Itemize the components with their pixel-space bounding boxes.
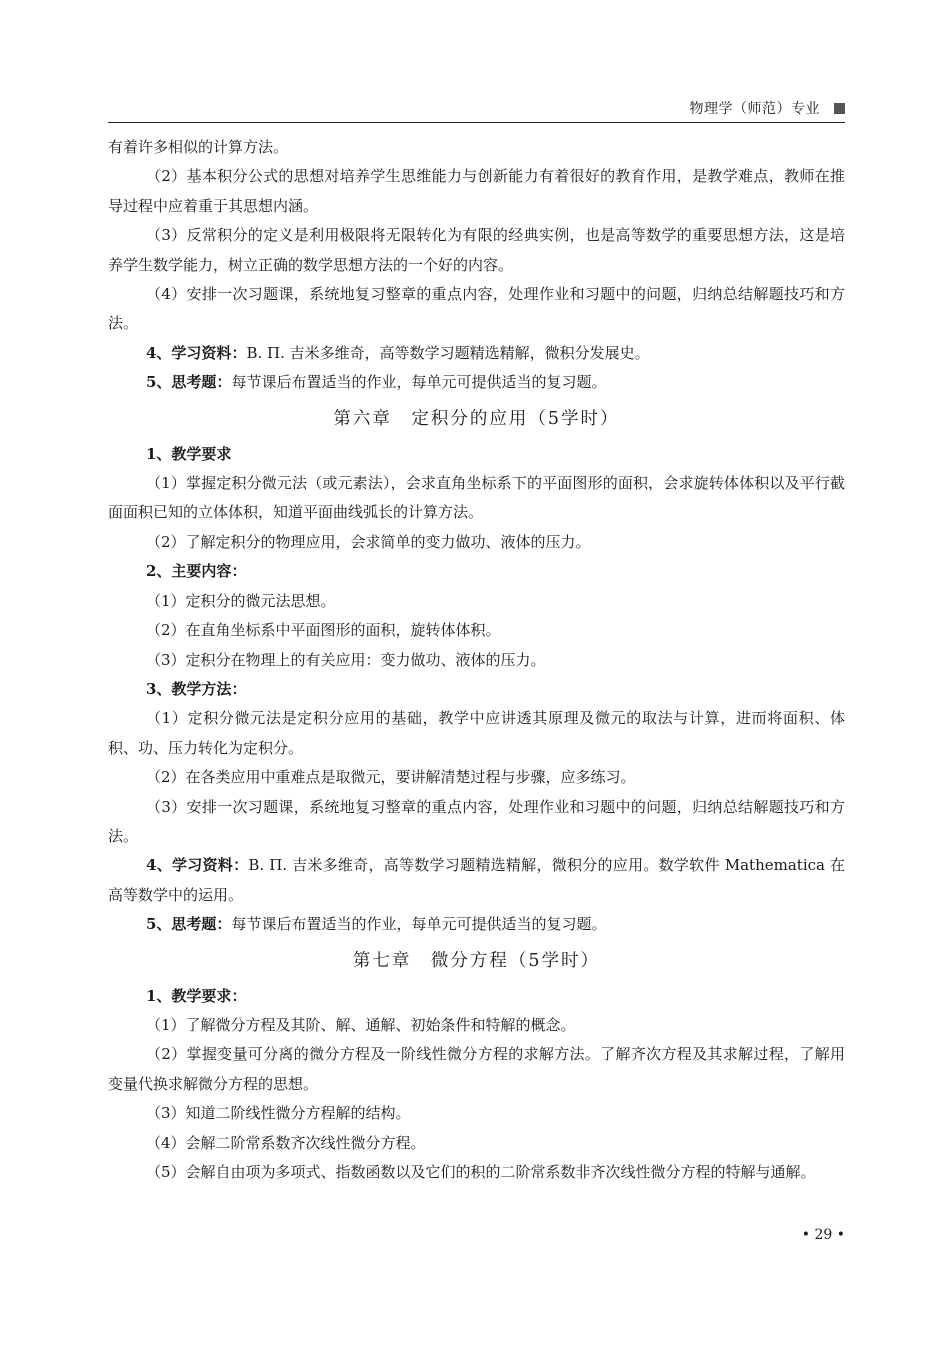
paragraph-text: 每节课后布置适当的作业，每单元可提供适当的复习题。 xyxy=(231,915,607,934)
paragraph: （3）反常积分的定义是利用极限将无限转化为有限的经典实例，也是高等数学的重要思想方法，这是培养学生数学能力，树立正确的数学思想方法的一个好的内容。 xyxy=(108,226,845,274)
paragraph: （1）定积分的微元法思想。 xyxy=(146,591,336,610)
paragraph: （3）定积分在物理上的有关应用：变力做功、液体的压力。 xyxy=(146,650,546,669)
paragraph-text: В. П. 吉米多维奇，高等数学习题精选精解，微积分发展史。 xyxy=(246,343,650,362)
square-icon xyxy=(834,103,845,114)
chapter-title: 第七章 微分方程（5学时） xyxy=(352,950,601,971)
paragraph: （2）在直角坐标系中平面图形的面积，旋转体体积。 xyxy=(146,621,501,640)
paragraph-text: В. П. 吉米多维奇，高等数学习题精选精解，微积分的应用。数学软件 Mathematica 在高等数学中的运用。 xyxy=(108,856,845,904)
section-heading: 3、教学方法： xyxy=(146,679,247,698)
labeled-paragraph xyxy=(108,851,845,910)
paragraph: （5）会解自由项为多项式、指数函数以及它们的积的二阶常系数非齐次线性微分方程的特解与通解。 xyxy=(146,1163,816,1181)
section-heading: 1、教学要求： xyxy=(146,986,247,1005)
paragraph: （2）在各类应用中重难点是取微元，要讲解清楚过程与步骤，应多练习。 xyxy=(146,768,636,787)
paragraph: （3）知道二阶线性微分方程解的结构。 xyxy=(146,1104,411,1123)
chapter-title: 第六章 定积分的应用（5学时） xyxy=(333,408,620,429)
paragraph-text: 每节课后布置适当的作业，每单元可提供适当的复习题。 xyxy=(231,373,607,392)
paragraph-label: 5、思考题： xyxy=(146,373,232,392)
header-title: 物理学（师范）专业 xyxy=(689,101,820,117)
section-heading: 1、教学要求 xyxy=(146,444,232,463)
paragraph: （4）会解二阶常系数齐次线性微分方程。 xyxy=(146,1133,426,1152)
paragraph-label: 4、学习资料： xyxy=(146,856,249,875)
paragraph-label: 5、思考题： xyxy=(146,915,232,934)
paragraph: 有着许多相似的计算方法。 xyxy=(108,138,289,156)
section-heading: 2、主要内容： xyxy=(146,562,247,581)
paragraph-label: 4、学习资料： xyxy=(146,343,247,362)
paragraph: （1）了解微分方程及其阶、解、通解、初始条件和特解的概念。 xyxy=(146,1015,576,1034)
paragraph: （1）掌握定积分微元法（或元素法），会求直角坐标系下的平面图形的面积，会求旋转体体积以及平行截面面积已知的立体体积，知道平面曲线弧长的计算方法。 xyxy=(108,474,845,522)
page-header xyxy=(108,96,845,123)
labeled-paragraph xyxy=(108,368,845,397)
paragraph: （2）掌握变量可分离的微分方程及一阶线性微分方程的求解方法。了解齐次方程及其求解过程，了解用变量代换求解微分方程的思想。 xyxy=(108,1045,845,1093)
labeled-paragraph xyxy=(108,910,845,939)
labeled-paragraph xyxy=(108,339,845,368)
header-title-wrap xyxy=(690,98,846,118)
page-body xyxy=(108,133,845,1187)
paragraph: （4）安排一次习题课，系统地复习整章的重点内容，处理作业和习题中的问题，归纳总结解题技巧和方法。 xyxy=(108,285,845,333)
paragraph: （2）基本积分公式的思想对培养学生思维能力与创新能力有着很好的教育作用，是教学难点，教师在推导过程中应着重于其思想内涵。 xyxy=(108,167,845,215)
paragraph: （3）安排一次习题课，系统地复习整章的重点内容，处理作业和习题中的问题，归纳总结解题技巧和方法。 xyxy=(108,797,845,845)
page-number: • 29 • xyxy=(801,1227,845,1243)
paragraph: （2）了解定积分的物理应用，会求简单的变力做功、液体的压力。 xyxy=(146,532,591,551)
paragraph: （1）定积分微元法是定积分应用的基础，教学中应讲透其原理及微元的取法与计算，进而将面积、体积、功、压力转化为定积分。 xyxy=(108,709,845,757)
